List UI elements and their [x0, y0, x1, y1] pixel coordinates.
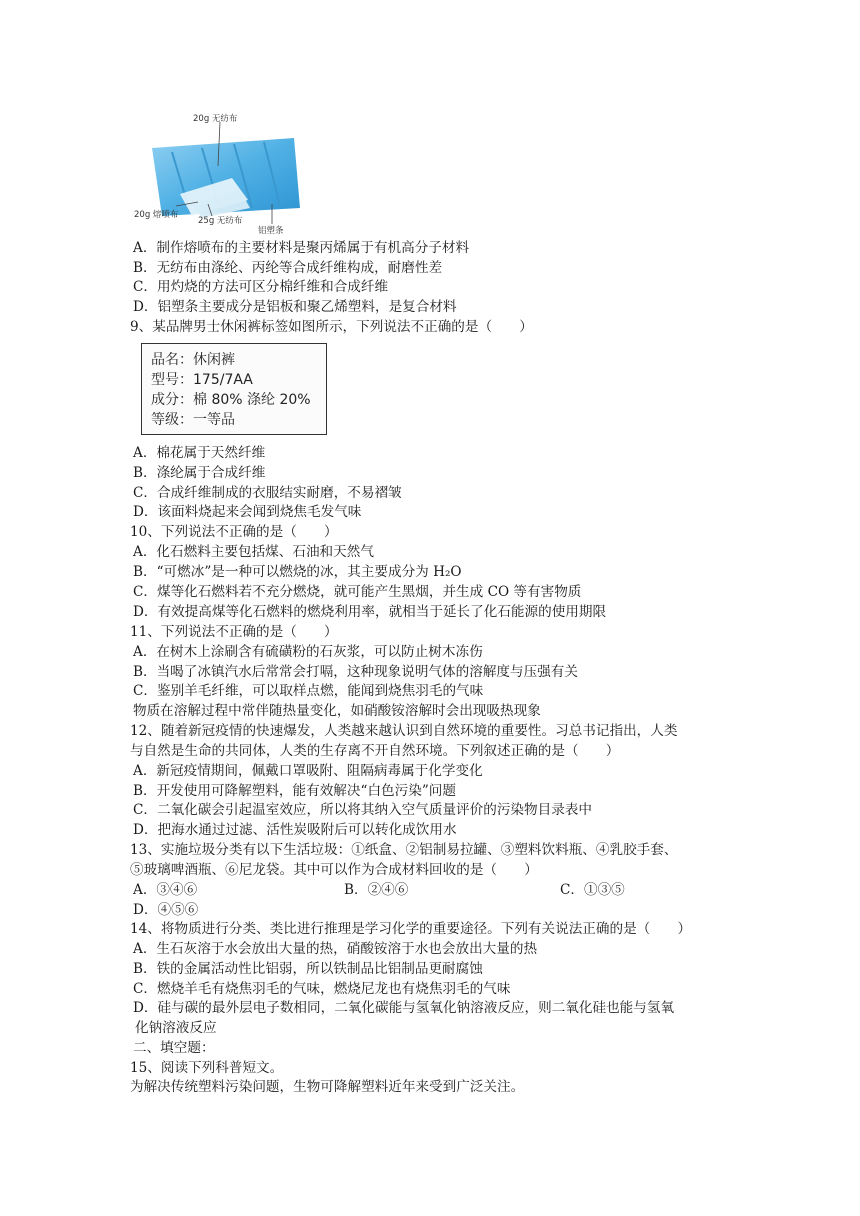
q14-option-c: C．燃烧羊毛有烧焦羽毛的气味，燃烧尼龙也有烧焦羽毛的气味: [133, 981, 511, 997]
tag-line-composition: 成分：棉 80% 涤纶 20%: [151, 392, 311, 408]
q14-option-a: A．生石灰溶于水会放出大量的热，硝酸铵溶于水也会放出大量的热: [133, 941, 538, 957]
q9-option-b: B．涤纶属于合成纤维: [133, 465, 266, 481]
q13-stem-line2: ⑤玻璃啤酒瓶、⑥尼龙袋。其中可以作为合成材料回收的是（ ）: [130, 862, 538, 878]
q12-option-a: A．新冠疫情期间，佩戴口罩吸附、阻隔病毒属于化学变化: [133, 763, 483, 779]
q9-option-d: D．该面料烧起来会闻到烧焦毛发气味: [133, 504, 362, 520]
q12-option-c: C．二氧化碳会引起温室效应，所以将其纳入空气质量评价的污染物目录表中: [133, 802, 592, 818]
q13-stem-line1: 13、实施垃圾分类有以下生活垃圾：①纸盒、②铝制易拉罐、③塑料饮料瓶、④乳胶手套、: [130, 842, 678, 858]
q12-option-d: D．把海水通过过滤、活性炭吸附后可以转化成饮用水: [133, 822, 457, 838]
q10-option-a: A．化石燃料主要包括煤、石油和天然气: [133, 544, 374, 560]
q14-option-d: D．硅与碳的最外层电子数相同，二氧化碳能与氢氧化钠溶液反应，则二氧化硅也能与氢氧: [133, 1000, 675, 1016]
q10-option-c: C．煤等化石燃料若不充分燃烧，就可能产生黑烟，并生成 CO 等有害物质: [133, 584, 582, 600]
tag-line-model: 型号：175/7AA: [151, 372, 253, 388]
q13-option-b: B．②④⑥: [344, 882, 409, 898]
q14-stem: 14、将物质进行分类、类比进行推理是学习化学的重要途径。下列有关说法正确的是（ ）: [130, 921, 692, 937]
label-nonwoven-25g: 25g 无纺布: [198, 216, 243, 226]
q12-stem-line2: 与自然是生命的共同体，人类的生存离不开自然环境。下列叙述正确的是（ ）: [130, 743, 620, 759]
q13-option-a: A．③④⑥: [133, 882, 198, 898]
q10-option-b: B．“可燃冰”是一种可以燃烧的冰，其主要成分为 H₂O: [133, 564, 462, 580]
q10-stem: 10、下列说法不正确的是（ ）: [130, 524, 338, 540]
tag-line-grade: 等级：一等品: [151, 412, 235, 428]
q8-option-b: B．无纺布由涤纶、丙纶等合成纤维构成，耐磨性差: [133, 260, 443, 276]
label-nonwoven-20g: 20g 无纺布: [193, 114, 238, 124]
q11-option-d: 物质在溶解过程中常伴随热量变化，如硝酸铵溶解时会出现吸热现象: [133, 703, 541, 719]
q8-option-a: A．制作熔喷布的主要材料是聚丙烯属于有机高分子材料: [133, 240, 470, 256]
label-aluminum-plastic-strip: 铝塑条: [258, 226, 284, 236]
label-meltblown-20g: 20g 熔喷布: [134, 210, 179, 220]
q11-option-c: C．鉴别羊毛纤维，可以取样点燃，能闻到烧焦羽毛的气味: [133, 683, 484, 699]
section-fill-in-heading: 二、填空题：: [133, 1040, 215, 1056]
q8-option-d: D．铝塑条主要成分是铝板和聚乙烯塑料，是复合材料: [133, 299, 457, 315]
pants-label-tag: [141, 343, 327, 435]
q13-option-c: C．①③⑤: [560, 882, 625, 898]
q12-stem-line1: 12、随着新冠疫情的快速爆发，人类越来越认识到自然环境的重要性。习总书记指出，人类: [130, 723, 678, 739]
q9-stem: 9、某品牌男士休闲裤标签如图所示，下列说法不正确的是（ ）: [130, 319, 533, 335]
q13-option-d: D．④⑤⑥: [133, 902, 199, 918]
q11-option-b: B．当喝了冰镇汽水后常常会打嗝，这种现象说明气体的溶解度与压强有关: [133, 664, 578, 680]
mask-figure: [132, 108, 307, 236]
q15-stem: 15、阅读下列科普短文。: [130, 1060, 284, 1076]
q10-option-d: D．有效提高煤等化石燃料的燃烧利用率，就相当于延长了化石能源的使用期限: [133, 604, 607, 620]
q12-option-b: B．开发使用可降解塑料，能有效解决“白色污染”问题: [133, 783, 456, 799]
q9-option-a: A．棉花属于天然纤维: [133, 445, 266, 461]
q15-text: 为解决传统塑料污染问题，生物可降解塑料近年来受到广泛关注。: [130, 1079, 525, 1095]
q14-option-d-continued: 化钠溶液反应: [135, 1020, 217, 1036]
q9-option-c: C．合成纤维制成的衣服结实耐磨，不易褶皱: [133, 485, 402, 501]
q14-option-b: B．铁的金属活动性比铝弱，所以铁制品比铝制品更耐腐蚀: [133, 961, 483, 977]
q11-option-a: A．在树木上涂刷含有硫磺粉的石灰浆，可以防止树木冻伤: [133, 644, 483, 660]
tag-line-name: 品名：休闲裤: [151, 352, 235, 368]
q11-stem: 11、下列说法不正确的是（ ）: [130, 624, 338, 640]
q8-option-c: C．用灼烧的方法可区分棉纤维和合成纤维: [133, 279, 389, 295]
